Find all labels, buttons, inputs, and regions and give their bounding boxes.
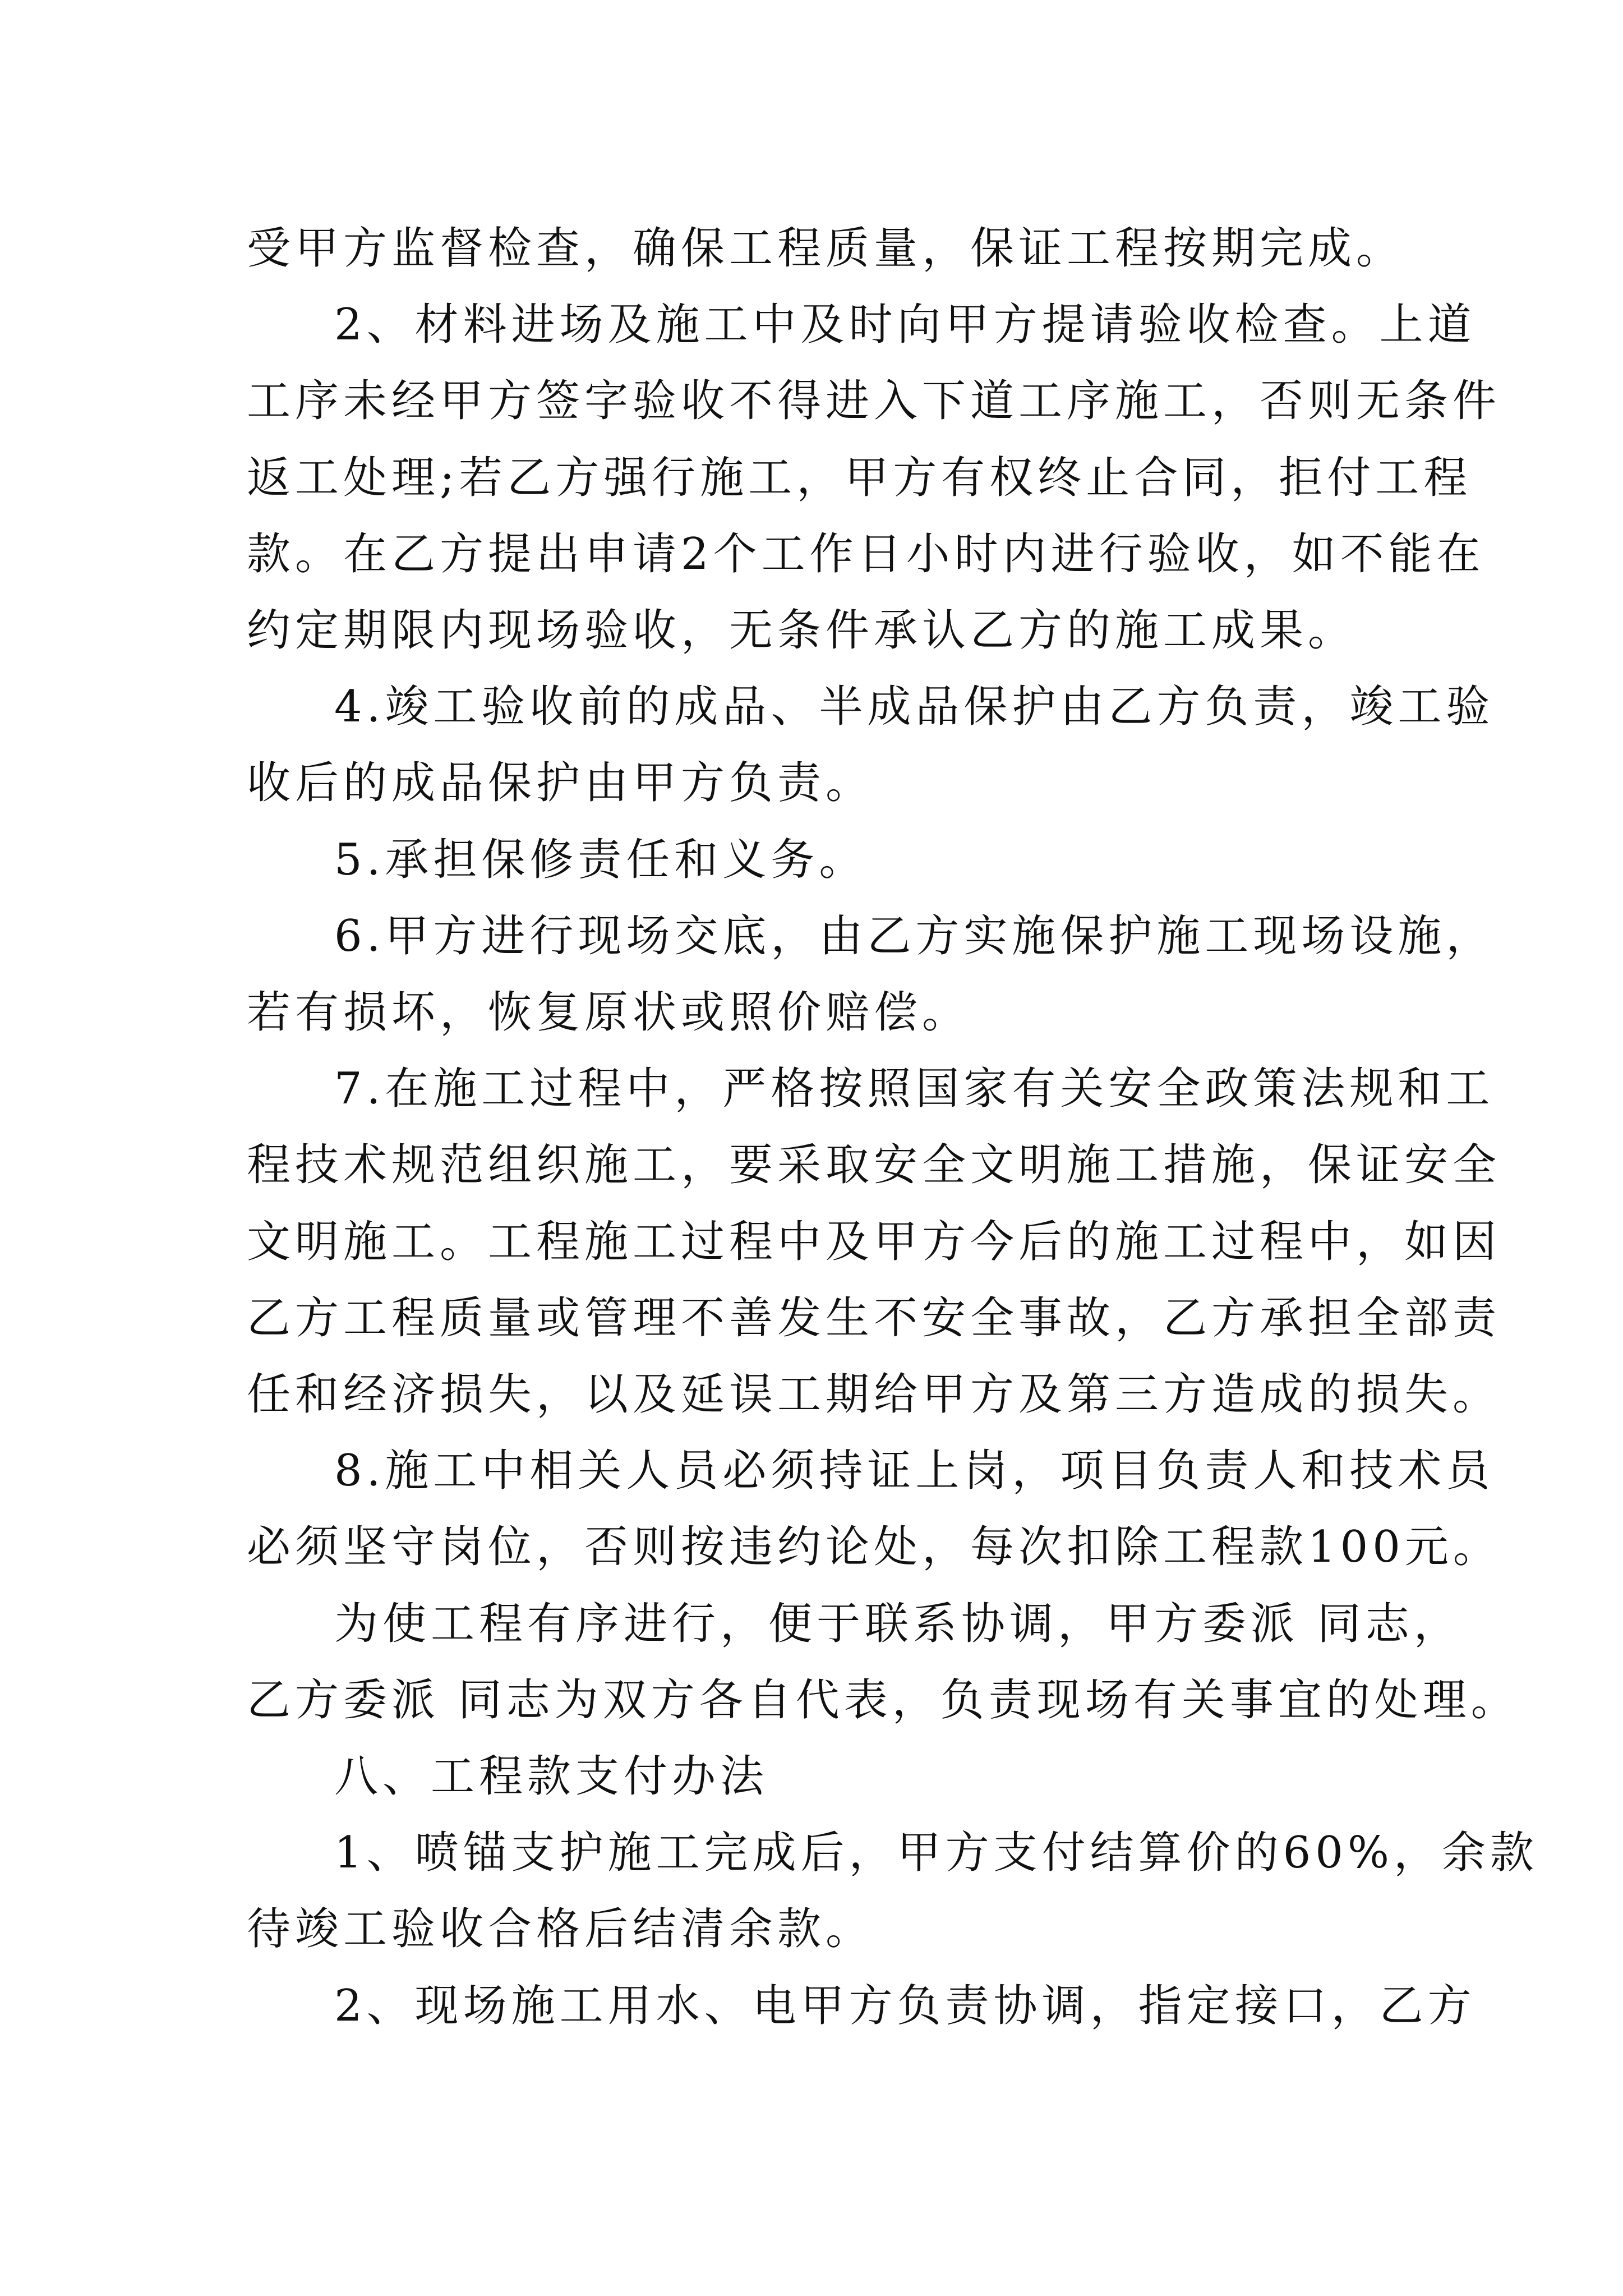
text-line: 7.在施工过程中，严格按照国家有关安全政策法规和工	[334, 1064, 1495, 1115]
text-line: 乙方工程质量或管理不善发生不安全事故，乙方承担全部责	[247, 1292, 1501, 1343]
document-body	[247, 210, 1538, 2044]
text-line: 返工处理;若乙方强行施工，甲方有权终止合同，拒付工程	[247, 452, 1472, 503]
text-line: 受甲方监督检查，确保工程质量，保证工程按期完成。	[247, 223, 1405, 274]
text-line: 2、材料进场及施工中及时向甲方提请验收检查。上道	[334, 300, 1476, 351]
text-line: 任和经济损失，以及延误工期给甲方及第三方造成的损失。	[247, 1369, 1501, 1420]
text-line: 6.甲方进行现场交底，由乙方实施保护施工现场设施，	[334, 910, 1495, 961]
text-line: 为使工程有序进行，便于联系协调，甲方委派 同志，	[334, 1598, 1462, 1649]
text-line: 收后的成品保护由甲方负责。	[247, 758, 874, 809]
text-line: 必须坚守岗位，否则按违约论处，每次扣除工程款100元。	[247, 1522, 1501, 1573]
text-line: 约定期限内现场验收，无条件承认乙方的施工成果。	[247, 605, 1357, 656]
text-line: 8.施工中相关人员必须持证上岗，项目负责人和技术员	[334, 1446, 1495, 1497]
text-line: 5.承担保修责任和义务。	[334, 834, 868, 885]
text-line: 若有损坏，恢复原状或照价赔偿。	[247, 987, 971, 1038]
text-line: 1、喷锚支护施工完成后，甲方支付结算价的60%，余款	[334, 1828, 1538, 1879]
text-line: 文明施工。工程施工过程中及甲方今后的施工过程中，如因	[247, 1216, 1501, 1267]
text-line: 程技术规范组织施工，要采取安全文明施工措施，保证安全	[247, 1140, 1501, 1191]
text-line: 4.竣工验收前的成品、半成品保护由乙方负责，竣工验	[334, 682, 1495, 733]
text-line: 乙方委派 同志为双方各自代表，负责现场有关事宜的处理。	[247, 1674, 1519, 1726]
text-line: 工序未经甲方签字验收不得进入下道工序施工，否则无条件	[247, 376, 1501, 427]
text-line: 待竣工验收合格后结清余款。	[247, 1904, 874, 1955]
text-line: 2、现场施工用水、电甲方负责协调，指定接口，乙方	[334, 1980, 1476, 2031]
section-heading: 八、工程款支付办法	[334, 1751, 769, 1802]
text-line: 款。在乙方提出申请2个工作日小时内进行验收，如不能在	[247, 528, 1485, 579]
